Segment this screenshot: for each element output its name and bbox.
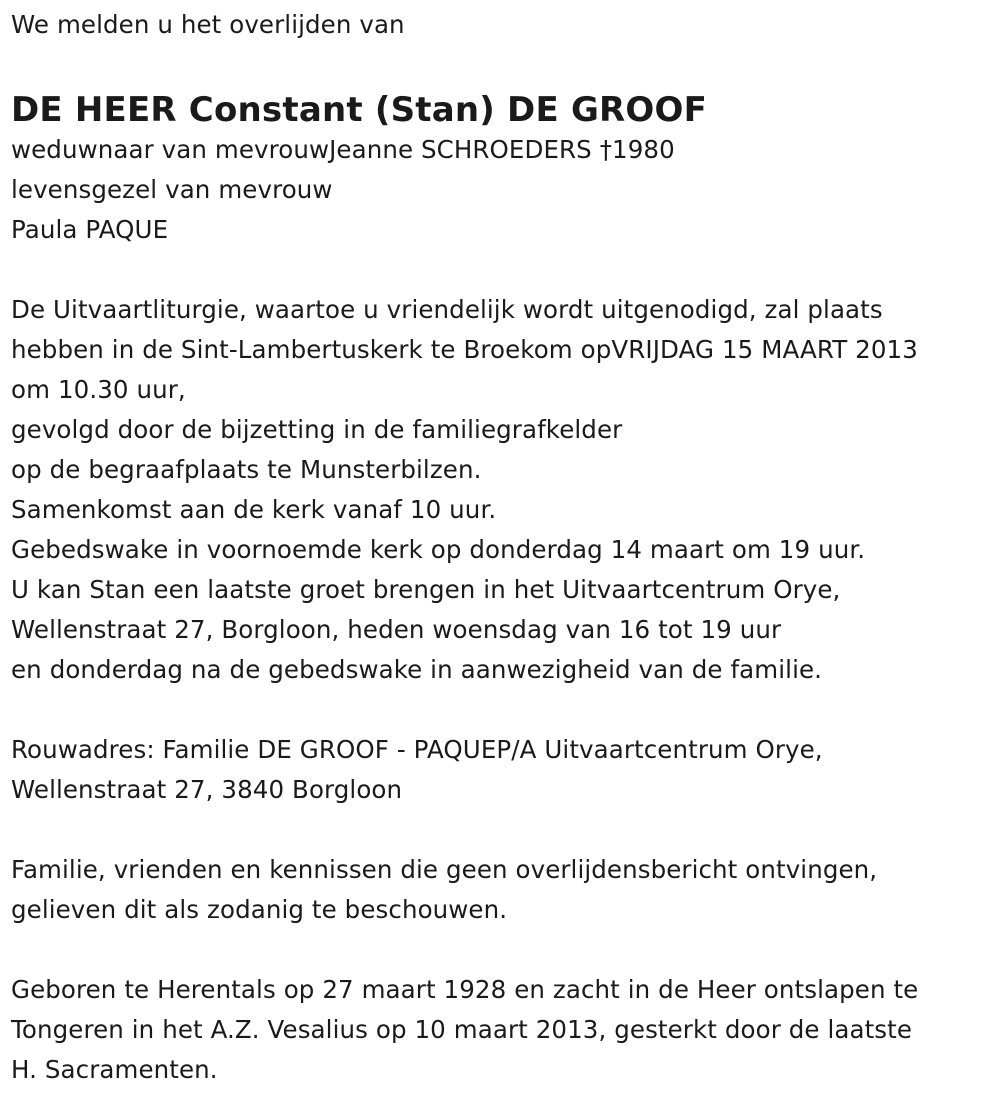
funeral-line: U kan Stan een laatste groet brengen in het Uitvaartcentrum Orye, [11, 575, 841, 604]
funeral-block [11, 290, 991, 690]
funeral-line: hebben in de Sint-Lambertuskerk te Broekom opVRIJDAG 15 MAART 2013 [11, 335, 918, 364]
address-line: Wellenstraat 27, 3840 Borgloon [11, 775, 403, 804]
relation-line: levensgezel van mevrouw [11, 175, 333, 204]
funeral-line: Gebedswake in voornoemde kerk op donderdag 14 maart om 19 uur. [11, 535, 866, 564]
funeral-line: De Uitvaartliturgie, waartoe u vriendelijk wordt uitgenodigd, zal plaats [11, 295, 883, 324]
funeral-line: Wellenstraat 27, Borgloon, heden woensdag van 16 tot 19 uur [11, 615, 782, 644]
funeral-line: en donderdag na de gebedswake in aanwezigheid van de familie. [11, 655, 823, 684]
notice-line: gelieven dit als zodanig te beschouwen. [11, 895, 508, 924]
obituary-notice [11, 0, 991, 1090]
biography-block [11, 970, 991, 1090]
intro-text: We melden u het overlijden van [11, 10, 405, 39]
relations-block [11, 130, 991, 250]
biography-line: Tongeren in het A.Z. Vesalius op 10 maart 2013, gesterkt door de laatste [11, 1015, 913, 1044]
biography-line: H. Sacramenten. [11, 1055, 218, 1084]
funeral-line: om 10.30 uur, [11, 375, 186, 404]
funeral-line: gevolgd door de bijzetting in de familiegrafkelder [11, 415, 623, 444]
biography-line: Geboren te Herentals op 27 maart 1928 en zacht in de Heer ontslapen te [11, 975, 919, 1004]
relation-line: Paula PAQUE [11, 215, 169, 244]
notice-line: Familie, vrienden en kennissen die geen overlijdensbericht ontvingen, [11, 855, 878, 884]
deceased-name: DE HEER Constant (Stan) DE GROOF [11, 90, 708, 130]
address-line: Rouwadres: Familie DE GROOF - PAQUEP/A Uitvaartcentrum Orye, [11, 735, 823, 764]
relation-line: weduwnaar van mevrouwJeanne SCHROEDERS †1980 [11, 135, 675, 164]
notice-block [11, 850, 991, 930]
funeral-line: Samenkomst aan de kerk vanaf 10 uur. [11, 495, 497, 524]
funeral-line: op de begraafplaats te Munsterbilzen. [11, 455, 482, 484]
mourning-address-block [11, 730, 991, 810]
